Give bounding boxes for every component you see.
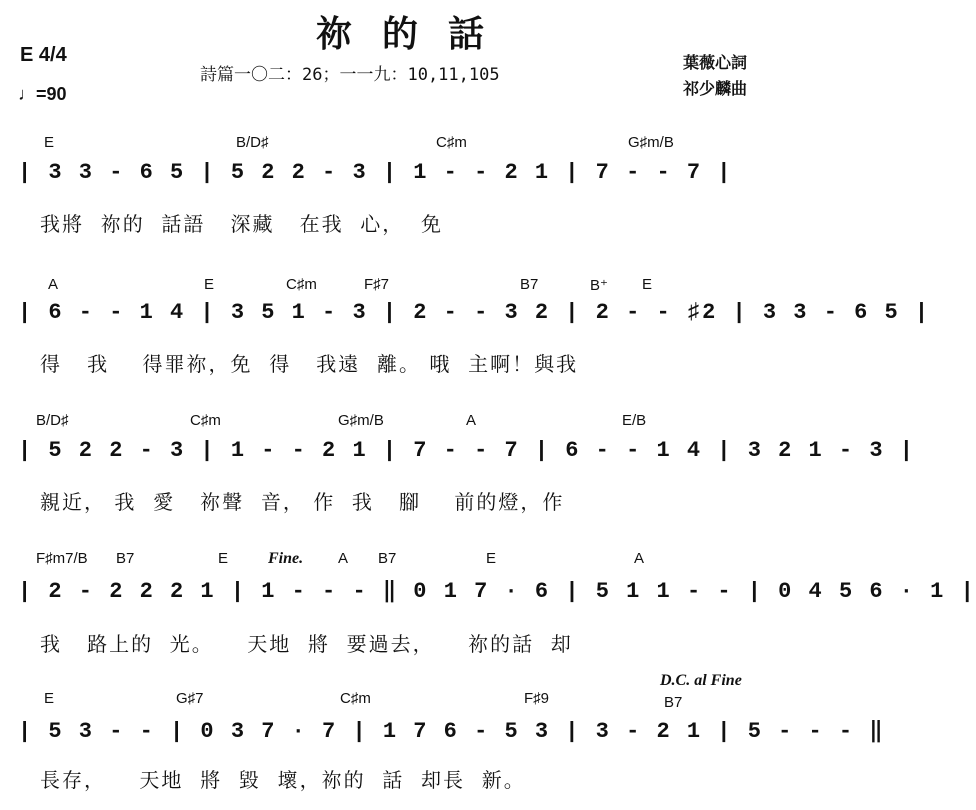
chord: B7 — [378, 550, 397, 567]
chord: G♯7 — [176, 690, 204, 707]
chord: A — [48, 276, 59, 293]
tempo-marking: ♩=90 — [18, 84, 67, 104]
chord: F♯9 — [524, 690, 550, 707]
chord: C♯m — [340, 690, 371, 707]
chord: E — [44, 134, 55, 151]
notation-line: | 2 - 2 2 2 1 | 1 - - - ‖ 0 1 7 · 6 | 5 1 1 - - | 0 4 5 6 · 1 | — [18, 579, 976, 604]
chord: C♯m — [436, 134, 467, 151]
notation-line: | 5 3 - - | 0 3 7 · 7 | 1 7 6 - 5 3 | 3 - 2 1 | 5 - - - ‖ — [18, 719, 885, 744]
chord: B/D♯ — [236, 134, 269, 151]
chord: C♯m — [286, 276, 317, 293]
chord: E — [218, 550, 229, 567]
lyricist-credit: 葉薇心詞 — [683, 53, 748, 72]
chord: B7 — [116, 550, 135, 567]
chord: E — [642, 276, 653, 293]
dc-al-fine-marker: D.C. al Fine — [660, 672, 742, 689]
chord: E/B — [622, 412, 647, 429]
lyric-line: 親近， 我 愛 祢聲 音， 作 我 腳 前的燈，作 — [40, 490, 565, 514]
key-signature: E 4/4 — [20, 44, 67, 66]
notation-line: | 6 - - 1 4 | 3 5 1 - 3 | 2 - - 3 2 | 2 - - ♯2 | 3 3 - 6 5 | — [18, 300, 931, 325]
chord: E — [204, 276, 215, 293]
chord: A — [634, 550, 645, 567]
lyric-line: 長存， 天地 將 毀 壞，祢的 話 却長 新。 — [40, 768, 526, 792]
scripture-reference: 詩篇一〇二：26；一一九：10,11,105 — [200, 65, 500, 85]
lyric-line: 我 路上的 光。 天地 將 要過去， 祢的話 却 — [40, 632, 573, 656]
chord: B⁺ — [590, 277, 608, 294]
chord: E — [44, 690, 55, 707]
lyric-line: 我將 祢的 話語 深藏 在我 心， 免 — [40, 212, 444, 236]
chord: B7 — [520, 276, 539, 293]
fine-marker: Fine. — [268, 550, 304, 567]
chord: B7 — [664, 694, 683, 711]
notation-line: | 3 3 - 6 5 | 5 2 2 - 3 | 1 - - 2 1 | 7 - - 7 | — [18, 160, 733, 185]
composer-credit: 祁少麟曲 — [683, 79, 748, 98]
chord: E — [486, 550, 497, 567]
song-title: 祢的話 — [315, 13, 514, 55]
chord: A — [338, 550, 349, 567]
chord: A — [466, 412, 477, 429]
chord: F♯m7/B — [36, 550, 88, 567]
chord: C♯m — [190, 412, 221, 429]
lyric-line: 得 我 得罪祢，免 得 我遠 離。 哦 主啊！與我 — [40, 352, 579, 376]
notation-line: | 5 2 2 - 3 | 1 - - 2 1 | 7 - - 7 | 6 - - 1 4 | 3 2 1 - 3 | — [18, 438, 915, 463]
chord: G♯m/B — [338, 412, 384, 429]
chord: G♯m/B — [628, 134, 674, 151]
chord: F♯7 — [364, 276, 390, 293]
chord: B/D♯ — [36, 412, 69, 429]
